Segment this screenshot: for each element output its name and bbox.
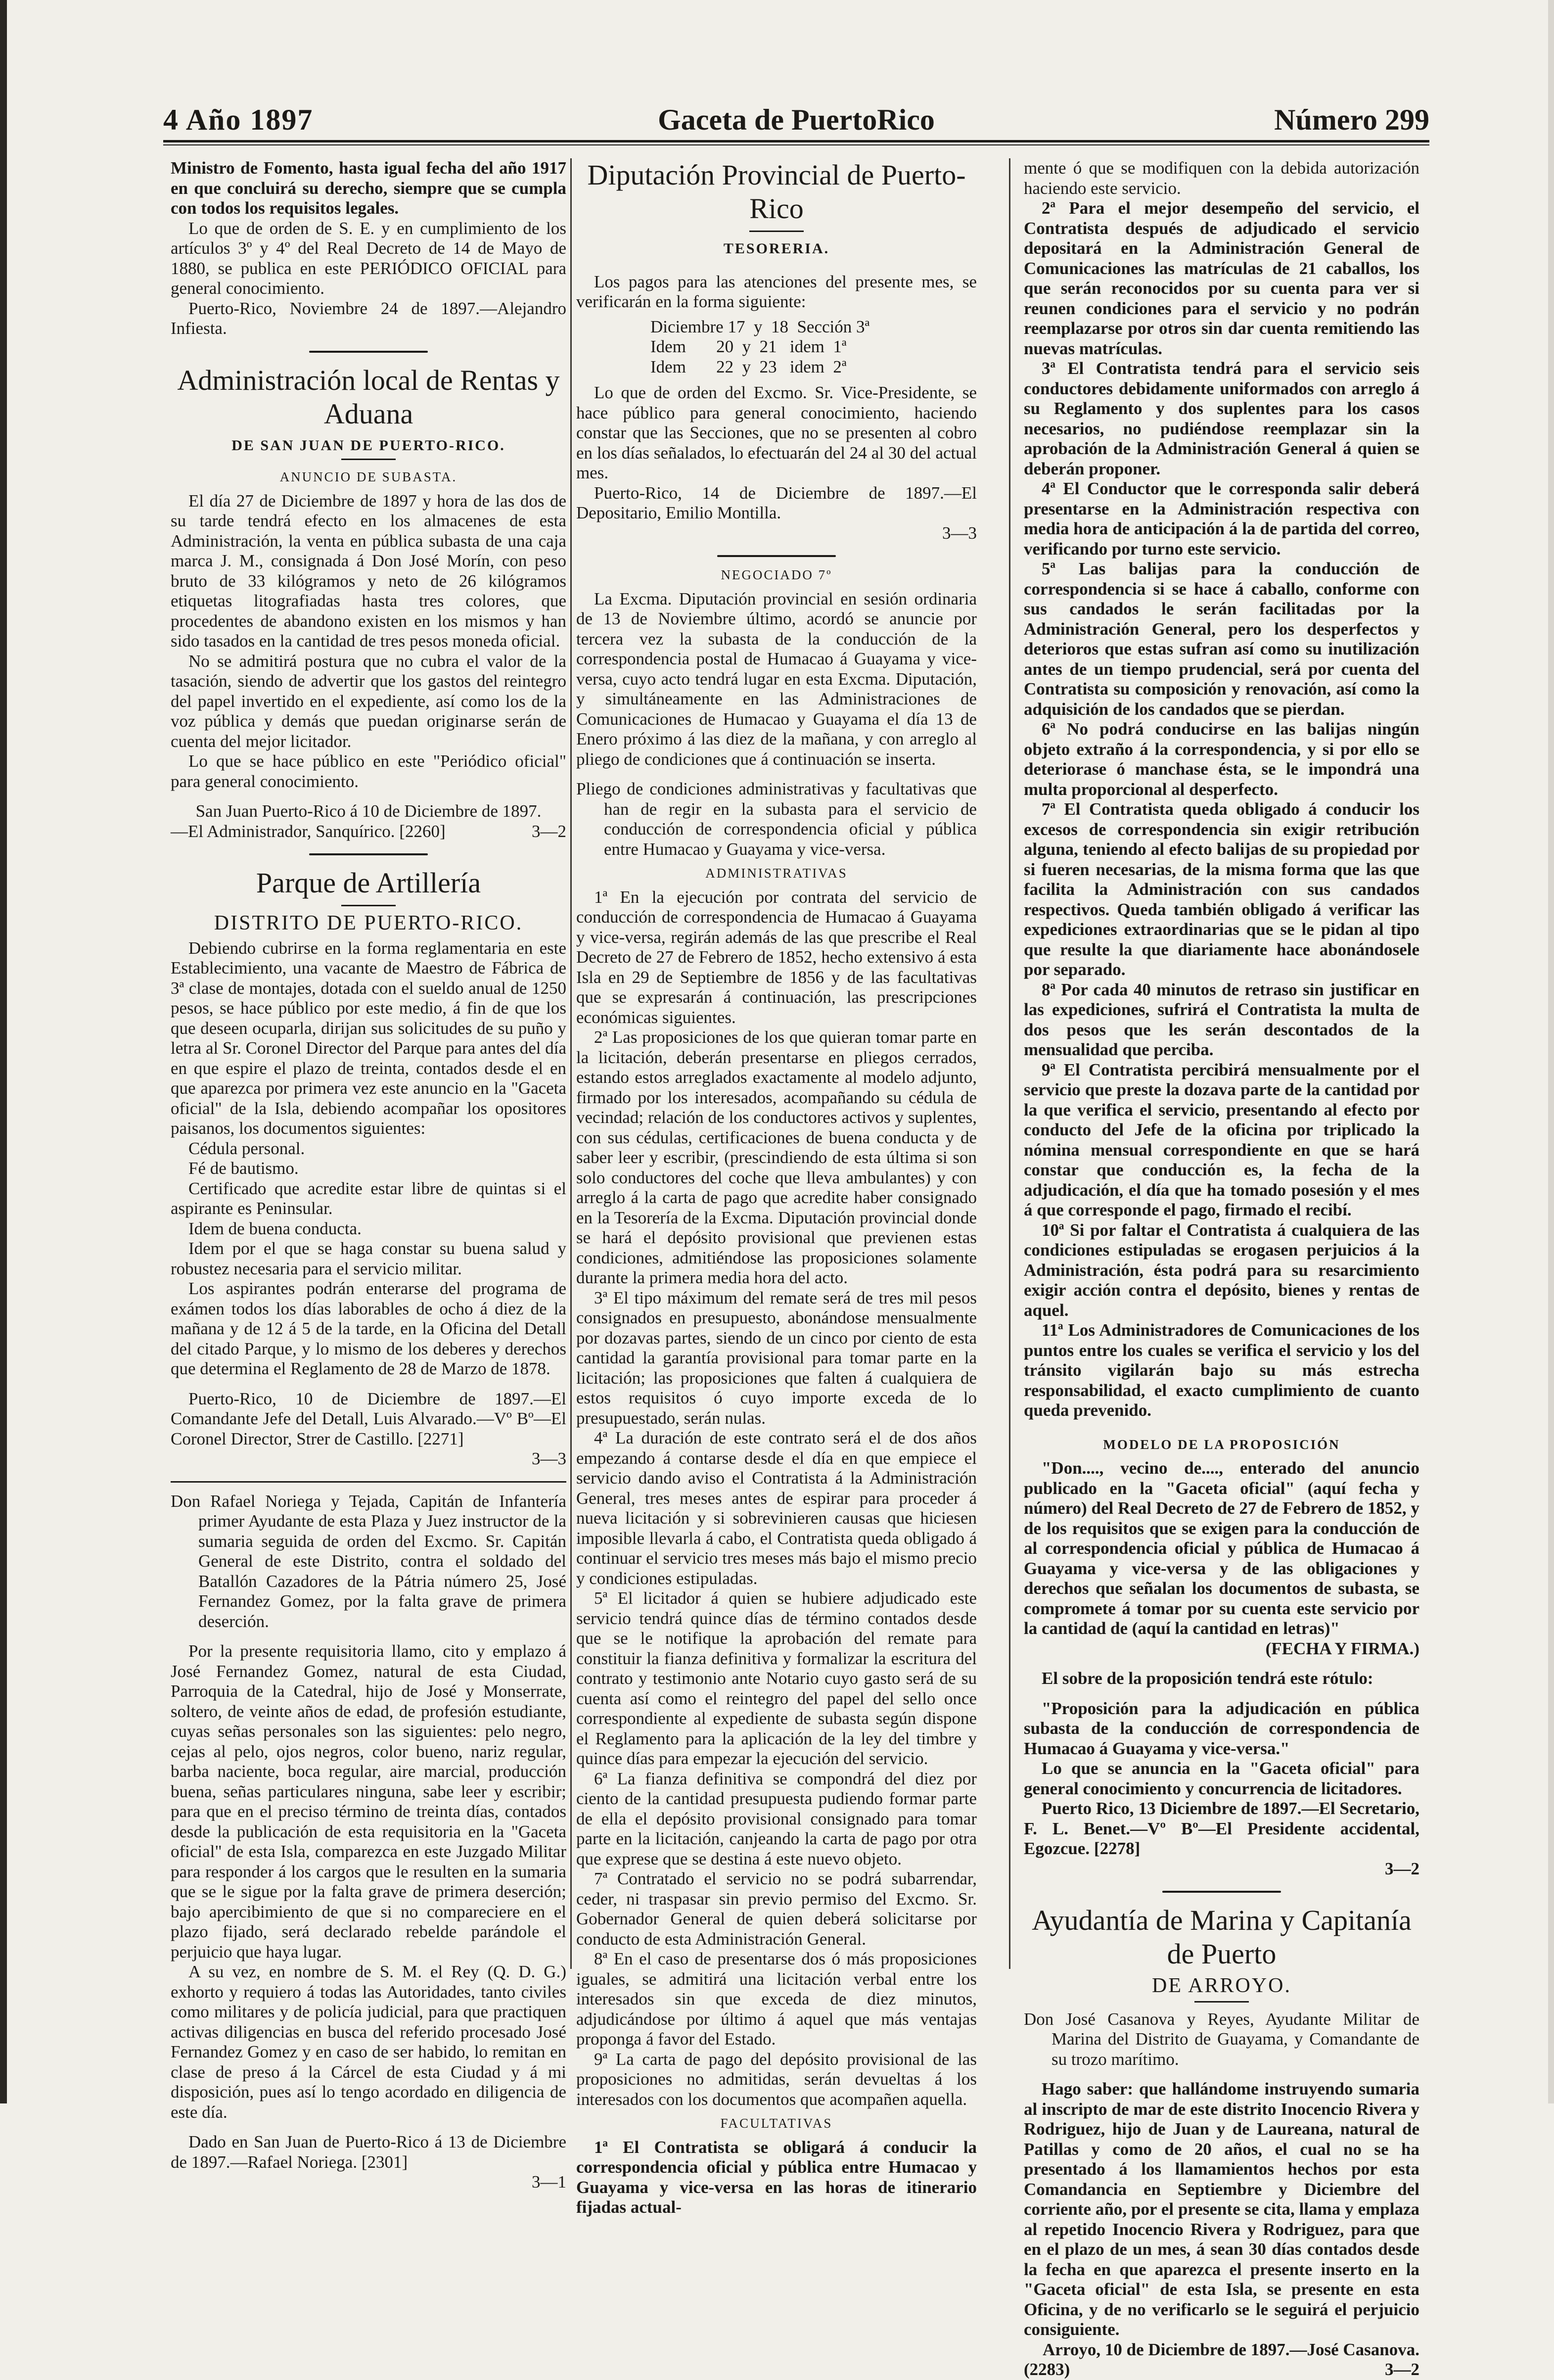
modelo-heading: MODELO DE LA PROPOSICIÓN — [1103, 1437, 1340, 1452]
continued-text: mente ó que se modifiquen con la debida autorización haciendo este servicio. — [1024, 158, 1419, 198]
signature-row — [171, 822, 566, 842]
section-title: Diputación Provincial de Puerto-Rico — [587, 159, 966, 225]
schedule-row: Idem 20 y 21 idem 1ª — [650, 337, 847, 356]
paragraph: La Excma. Diputación provincial en sesión ordinaria de 13 de Noviembre último, acordó se anuncie por tercera vez la subasta de la conducción de la correspondencia postal de Humacao á Guayama y vice-versa, cuyo acto tendrá lugar en esta Excma. Diputación, y simultáneamente en las Administraciones de Comunicaciones de Humacao y Guayama el día 13 de Enero próximo á las diez de la mañana, y con arreglo al pliego de condiciones que á continuación se inserta. — [576, 589, 977, 769]
section-subtitle: ADMINISTRATIVAS — [705, 866, 848, 881]
condition-item: 6ª La fianza definitiva se compondrá del diez por ciento de la cantidad presupuesta pudiendo formar parte de ella el depósito provisional consignado para tomar parte en la licitación, canjeando la carta de pago por otra que exprese que se destina á este nuevo objeto. — [576, 1769, 977, 1868]
page-right-edge — [1548, 0, 1554, 2103]
condition-item: 9ª El Contratista percibirá mensualmente por el servicio que preste la dozava parte de la cantidad por la que verifica el servicio, presentando al efecto por conducto del Jefe de la oficina por triplicado la nómina mensual correspondiente en que se hará constar que conducción es, la fecha de la adjudicación, el día que ha tomado posesión y el mes á que corresponde el pago, firmado el recibí. — [1024, 1060, 1419, 1219]
section-district: DISTRITO DE PUERTO-RICO. — [214, 912, 523, 934]
condition-item: 1ª En la ejecución por contrata del servicio de conducción de correspondencia de Humacao á Guayama y vice-versa, regirán además de las que prescribe el Real Decreto de 27 de Febrero de 1852, hecho extensivo á esta Isla en 29 de Septiembre de 1856 y de las facultativas que se expresarán á continuación, las prescripciones económicas siguientes. — [576, 887, 977, 1027]
page-header — [163, 103, 1429, 138]
header-masthead: Gaceta de PuertoRico — [658, 103, 935, 136]
section-subtitle: TESORERIA. — [723, 240, 830, 257]
column-1 — [171, 158, 566, 2193]
document-item: Idem de buena conducta. — [188, 1218, 362, 1238]
schedule-row: Idem 22 y 23 idem 2ª — [650, 357, 847, 376]
condition-item: 7ª El Contratista queda obligado á conducir los excesos de correspondencia sin exigir retribución alguna, teniendo al efecto balijas de su propiedad por si fueren necesarias, de la misma forma que las que facilita la Administración con sus candados respectivos. Queda también obligado á verificar las expediciones extraordinarias que se le pidan al tipo que resulte la que diariamente hace abonándosele por separado. — [1024, 799, 1419, 979]
signature-line: San Juan Puerto-Rico á 10 de Diciembre de 1897. — [195, 801, 542, 821]
section-subtitle: DE SAN JUAN DE PUERTO-RICO. — [231, 437, 505, 454]
announcement-label: ANUNCIO DE SUBASTA. — [279, 469, 457, 484]
header-year: 4 Año 1897 — [163, 103, 314, 136]
column-divider-1 — [570, 158, 572, 1969]
condition-item: 6ª No podrá conducirse en las balijas ningún objeto extraño á la correspondencia, y si por ello se deteriorase ó manchase ésta, se le impondrá una multa proporcional al desperfecto. — [1024, 719, 1419, 799]
condition-item: 5ª El licitador á quien se hubiere adjudicado este servicio tendrá quince días de término contados desde que se le notifique la aprobación del remate para constituir la fianza definitiva y formalizar la escritura del contrato y testimonio ante Notario cuyo gasto será de su cuenta así como el reintegro del papel del sello once correspondiente al expediente de subasta según dispone el Reglamento para la aplicación de la ley del timbre y quince días para empezar la ejecución del servicio. — [576, 1588, 977, 1768]
requisition-heading: Don José Casanova y Reyes, Ayudante Militar de Marina del Distrito de Guayama, y Comandante de su trozo marítimo. — [1024, 2009, 1419, 2069]
condition-item: 10ª Si por faltar el Contratista á cualquiera de las condiciones estipuladas se erogasen perjuicios á la Administración, ésta podrá para su resarcimiento exigir acción contra el depósito, bienes y rentas de aquel. — [1024, 1220, 1419, 1320]
column-divider-2 — [1009, 158, 1010, 1969]
payment-schedule — [650, 317, 977, 377]
signature-text: —El Administrador, Sanquírico. [2260] — [171, 821, 446, 841]
signature-text: Arroyo, 10 de Diciembre de 1897.—José Casanova. — [1043, 2339, 1419, 2359]
condition-item: 11ª Los Administradores de Comunicaciones de los puntos entre los cuales se verifica el servicio y los del tránsito vigilarán bajo su más estrecha responsabilidad, el exacto cumplimiento de cuanto queda prevenido. — [1024, 1320, 1419, 1420]
section-ornament — [717, 555, 836, 557]
modelo-text: "Don...., vecino de...., enterado del anuncio publicado en la "Gaceta oficial" (aquí fecha y número) del Real Decreto de 27 de Febrero de 1852, y de los requisitos que se exigen para la conducción de al correspondencia oficial y pública de Humacao á Guayama y vice-versa y de las obligaciones y derechos que señalan los documentos de subasta, se compromete á tomar por su cuenta este servicio por la cantidad de (aquí la cantidad en letras)" — [1024, 1458, 1419, 1638]
page-binding-edge — [0, 0, 7, 2103]
signature-text: Puerto-Rico, 10 de Diciembre de 1897.—El Comandante Jefe del Detall, Luis Alvarado.—Vº Bº—El Coronel Director, Strer de Castillo. [2271] — [171, 1389, 566, 1448]
paragraph: Hago saber: que hallándome instruyendo sumaria al inscripto de mar de este distrito Inocencio Rivera y Rodriguez, hijo de Juan y de Laureana, natural de Patillas y como de 20 años, el cual no se ha presentado á los llamamientos hechos por esta Comandancia en Septiembre y Diciembre del corriente año, por el presente se cita, llama y emplaza al repetido Inocencio Rivera y Rodriguez, para que en el plazo de un mes, á sean 30 días contados desde la fecha en que aparezca el presente inserto en la "Gaceta oficial" de esta Isla, se presente en esta Oficina, y de no verificarlo se le seguirá el perjuicio consiguiente. — [1024, 2079, 1419, 2339]
header-number: Número 299 — [1274, 103, 1429, 136]
signature-text: Dado en San Juan de Puerto-Rico á 13 de Diciembre de 1897.—Rafael Noriega. [2301] — [171, 2132, 566, 2172]
condition-item: 3ª El Contratista tendrá para el servicio seis conductores debidamente uniformados con arreglo á su Reglamento y dos suplentes para los casos necesarios, no pudiéndose reemplazar sin la aprobación de la Administración General á quien se deberán proponer. — [1024, 359, 1419, 478]
document-item: Certificado que acredite estar libre de quintas si el aspirante es Peninsular. — [171, 1178, 566, 1218]
header-rule-thin — [163, 144, 1429, 145]
signature-text: Puerto Rico, 13 Diciembre de 1897.—El Secretario, F. L. Benet.—Vº Bº—El Presidente accidental, Egozcue. [2278] — [1024, 1799, 1419, 1858]
condition-item: 4ª El Conductor que le corresponda salir deberá presentarse en la Administración respectiva con media hora de anticipación á la de partida del correo, verificando por turno este servicio. — [1024, 479, 1419, 559]
condition-item: 8ª Por cada 40 minutos de retraso sin justificar en las expediciones, sufrirá el Contratista la multa de dos pesos que les serán descontados de la mensualidad que perciba. — [1024, 980, 1419, 1059]
condition-item: 9ª La carta de pago del depósito provisional de las proposiciones no admitidas, serán devueltas á los interesados con los documentos que acompañen aquella. — [576, 2049, 977, 2109]
section-district: DE ARROYO. — [1151, 1974, 1292, 1997]
short-rule — [1194, 2001, 1249, 2003]
condition-item: 2ª Para el mejor desempeño del servicio, el Contratista después de adjudicado el servicio depositará en la Administración General de Comunicaciones las matrículas de 21 caballos, los que serán reconocidos por su cuenta para ver si reunen condiciones para el servicio y no podrán reemplazarse por otros sin dar cuenta remitiendo las nuevas matrículas. — [1024, 198, 1419, 358]
reference-number: (2283) — [1024, 2360, 1070, 2379]
short-rule — [341, 905, 396, 906]
condition-item: 8ª En el caso de presentarse dos ó más proposiciones iguales, se admitirá una licitación verbal entre los interesados sin que exceda de diez minutos, adjudicándose por último á aquel que más ventajas proponga á favor del Estado. — [576, 1949, 977, 2049]
paragraph: Los aspirantes podrán enterarse del programa de exámen todos los días laborables de ocho á diez de la mañana y de 12 á 5 de la tarde, en la Oficina del Detall del citado Parque, y lo mismo de los deberes y derechos que determina el Reglamento de 28 de Marzo de 1878. — [171, 1279, 566, 1378]
section-subtitle: NEGOCIADO 7º — [721, 567, 832, 582]
document-item: Idem por el que se haga constar su buena salud y robustez necesaria para el servicio militar. — [171, 1239, 566, 1278]
fecha-firma: (FECHA Y FIRMA.) — [1265, 1638, 1419, 1658]
section-ornament — [309, 351, 428, 353]
short-rule — [749, 231, 804, 232]
continued-text: Ministro de Fomento, hasta igual fecha del año 1917 en que concluirá su derecho, siempre que se cumpla con todos los requisitos legales. — [171, 158, 566, 218]
paragraph: A su vez, en nombre de S. M. el Rey (Q. D. G.) exhorto y requiero á todas las Autoridades, tanto civiles como militares y de policía judicial, para que practiquen activas diligencias en busca del referido procesado José Fernandez Gomez y en caso de ser habido, lo remitan en clase de preso á la Cárcel de esta Ciudad y á mi disposición, pues así lo tengo acordado en diligencia de este día. — [171, 1962, 566, 2122]
section-title: Ayudantía de Marina y Capitanía de Puerto — [1032, 1904, 1412, 1970]
condition-item: 2ª Las proposiciones de los que quieran tomar parte en la licitación, deberán presentarse en pliegos cerrados, estando estos arreglados exactamente al modelo adjunto, firmado por los interesados, acompañando su cédula de vecindad; relación de los conductores activos y suplentes, con sus cédulas, certificaciones de buena conducta y de saber leer y escribir, (prescindiendo de esta última si son solo conductores del coche que lleva ambulantes) y con arreglo á la carta de pago que acredite haber consignado en la Tesorería de la Excma. Diputación provincial donde se hará el depósito provisional que previenen estas condiciones, admitiéndose las proposiciones solamente durante la primera media hora del acto. — [576, 1027, 977, 1287]
section-subtitle: FACULTATIVAS — [720, 2116, 833, 2131]
condition-item: 5ª Las balijas para la conducción de correspondencia si se hace á caballo, conforme con sus candados le serán facilitadas por la Administración General, pero los desperfectos y deterioros que estas sufran así como su inutilización antes de un tiempo prudencial, será por cuenta del Contratista su composición y renovación, así como la adquisición de los candados que se pierdan. — [1024, 559, 1419, 719]
condition-item: 3ª El tipo máximum del remate será de tres mil pesos consignados en presupuesto, abonándose mensualmente por dozavas partes, siendo de un cinco por ciento de esta cantidad la garantía provisional para tomar parte en la licitación; las proposiciones que falten á cualquiera de estos requisitos ó cuyo importe exceda de lo presupuestado, serán nulas. — [576, 1288, 977, 1428]
insertion-count: 3—1 — [532, 2172, 566, 2192]
section-ornament — [309, 853, 428, 855]
section-title: Administración local de Rentas y Aduana — [177, 364, 560, 430]
section-rule — [171, 1481, 566, 1483]
insertion-count: 3—2 — [1385, 2360, 1419, 2379]
column-3 — [1024, 158, 1419, 2380]
schedule-row: Diciembre 17 y 18 Sección 3ª — [650, 317, 870, 336]
paragraph: Lo que se hace público en este "Periódico oficial" para general conocimiento. — [171, 751, 566, 791]
sobre-label: El sobre de la proposición tendrá este rótulo: — [1042, 1669, 1373, 1688]
condition-item: 1ª El Contratista se obligará á conducir la correspondencia oficial y pública entre Humacao y Guayama y vice-versa en las horas de itinerario fijadas actual- — [576, 2137, 977, 2217]
section-title: Parque de Artillería — [256, 867, 481, 899]
paragraph: Lo que de orden del Excmo. Sr. Vice-Presidente, se hace público para general conocimiento, haciendo constar que las Secciones, que no se presenten al cobro en los días señalados, lo efectuarán del 24 al 30 del actual mes. — [576, 383, 977, 482]
insertion-count: 3—3 — [942, 523, 977, 543]
short-rule — [341, 459, 396, 460]
requisition-heading: Don Rafael Noriega y Tejada, Capitán de Infantería primer Ayudante de esta Plaza y Juez instructor de la sumaria seguida de orden del Excmo. Sr. Capitán General de este Distrito, contra el soldado del Batallón Cazadores de la Pátria número 25, José Fernandez Gomez, por la falta grave de primera deserción. — [171, 1491, 566, 1631]
continued-text: Lo que de orden de S. E. y en cumplimiento de los artículos 3º y 4º del Real Decreto de 14 de Mayo de 1880, se publica en este PERIÓDICO OFICIAL para general conocimiento. — [171, 218, 566, 298]
paragraph: Lo que se anuncia en la "Gaceta oficial" para general conocimiento y concurrencia de licitadores. — [1024, 1759, 1419, 1798]
column-2 — [576, 158, 977, 2218]
document-item: Fé de bautismo. — [188, 1159, 299, 1178]
paragraph: Los pagos para las atenciones del presente mes, se verificarán en la forma siguiente: — [576, 272, 977, 311]
rotulo-text: "Proposición para la adjudicación en pública subasta de la conducción de correspondencia de Humacao á Guayama y vice-versa." — [1024, 1698, 1419, 1758]
continued-signature: Puerto-Rico, Noviembre 24 de 1897.—Alejandro Infiesta. — [171, 298, 566, 338]
paragraph: Debiendo cubrirse en la forma reglamentaria en este Establecimiento, una vacante de Maestro de Fábrica de 3ª clase de montajes, dotada con el sueldo anual de 1250 pesos, se hace público por este medio, á fin de que los que deseen ocuparla, dirijan sus solicitudes de su puño y letra al Sr. Coronel Director del Parque para antes del día en que espire el plazo de treinta, contados desde el en que aparezca por primera vez este anuncio en la "Gaceta oficial" de la Isla, debiendo acompañar los opositores paisanos, los documentos siguientes: — [171, 938, 566, 1138]
insertion-count: 3—3 — [532, 1449, 566, 1468]
header-rule-thick — [163, 140, 1429, 142]
condition-item: 4ª La duración de este contrato será el de dos años empezando á contarse desde el día en que empiece el servicio dando aviso el Contratista á la Administración General, tres meses antes de espirar para proceder á nueva licitación y si sobrevinieren causas que hiciesen imposible llevarla á cabo, el Contratista queda obligado á continuar el servicio tres meses más bajo el mismo precio y condiciones estipuladas. — [576, 1428, 977, 1588]
signature-row — [1024, 2360, 1419, 2380]
paragraph: El día 27 de Diciembre de 1897 y hora de las dos de su tarde tendrá efecto en los almacenes de esta Administración, la venta en pública subasta de una caja marca J. M., consignada á Don José Morín, con peso bruto de 33 kilógramos y neto de 26 kilógramos etiquetas litografiadas hasta tres colores, que procedentes de abandono existen en los mismos y han sido tasados en la cantidad de tres pesos moneda oficial. — [171, 491, 566, 651]
document-item: Cédula personal. — [188, 1138, 305, 1158]
signature-text: Puerto-Rico, 14 de Diciembre de 1897.—El Depositario, Emilio Montilla. — [576, 483, 977, 522]
insertion-count: 3—2 — [1385, 1859, 1419, 1878]
paragraph: Por la presente requisitoria llamo, cito y emplazo á José Fernandez Gomez, natural de esta Ciudad, Parroquia de la Catedral, hijo de José y Monserrate, soltero, de veinte años de edad, de profesión estudiante, cuyas señas personales son las siguientes: pelo negro, cejas al pelo, ojos negros, color bueno, nariz regular, barba naciente, boca regular, aire marcial, producción buena, señas particulares ninguna, sabe leer y escribir; para que en el preciso término de treinta días, contados desde la publicación de esta requisitoria en la "Gaceta oficial" de esta Isla, comparezca en este Juzgado Militar para responder á los cargos que le resulten en la sumaria que se le sigue por la falta grave de primera deserción; bajo apercibimiento de que si no compareciere en el plazo fijado, será declarado rebelde parándole el perjuicio que haya lugar. — [171, 1641, 566, 1961]
paragraph: No se admitirá postura que no cubra el valor de la tasación, siendo de advertir que los gastos del reintegro del papel invertido en el expediente, así como los de la voz pública y demás que puedan originarse serán de cuenta del mejor licitador. — [171, 651, 566, 751]
pliego-heading: Pliego de condiciones administrativas y facultativas que han de regir en la subasta para el servicio de conducción de correspondencia oficial y pública entre Humacao y Guayama y vice-versa. — [576, 779, 977, 859]
condition-item: 7ª Contratado el servicio no se podrá subarrendar, ceder, ni traspasar sin previo permiso del Excmo. Sr. Gobernador General de quien deberá solicitarse por conducto de esta Administración General. — [576, 1869, 977, 1949]
insertion-count: 3—2 — [532, 821, 566, 841]
section-ornament — [1162, 1891, 1281, 1893]
